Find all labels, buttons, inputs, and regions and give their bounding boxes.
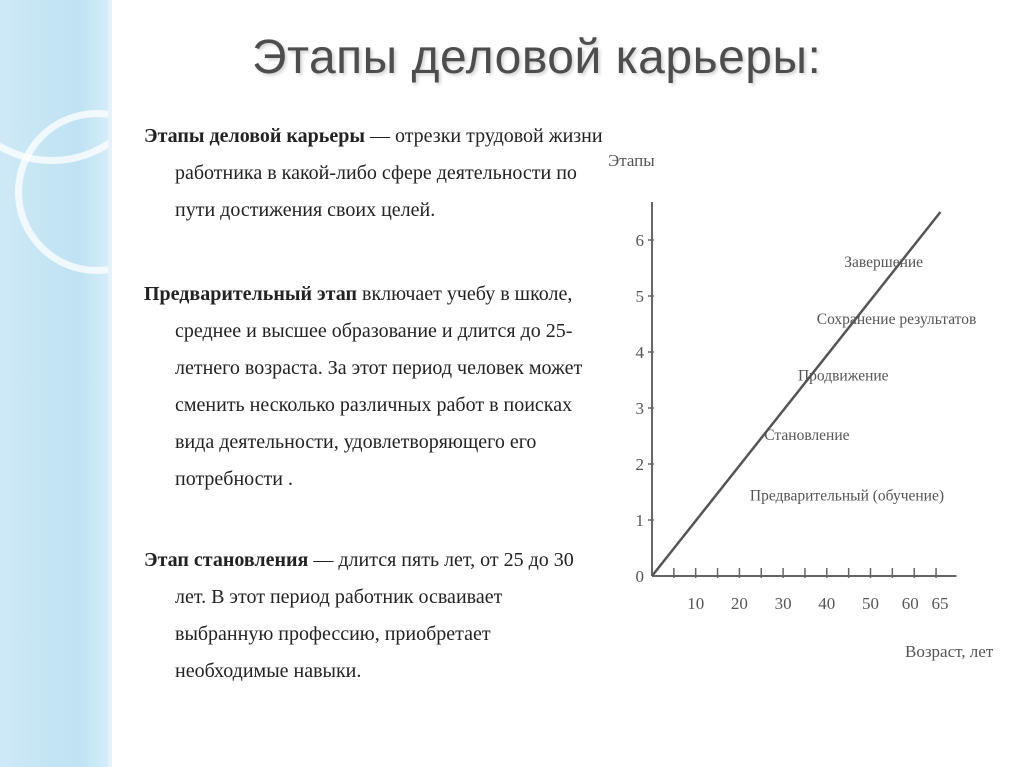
stage-label: Продвижение xyxy=(797,367,889,385)
y-tick-label: 4 xyxy=(635,343,644,362)
x-tick-label: 50 xyxy=(862,594,879,613)
x-tick-label: 20 xyxy=(730,594,748,613)
career-stages-chart xyxy=(600,130,1020,675)
stage-label: Становление xyxy=(764,426,850,444)
term-preliminary-stage: Предварительный этап xyxy=(144,283,357,305)
paragraph-formation-stage xyxy=(144,542,604,692)
stage-label: Предварительный (обучение) xyxy=(749,487,945,505)
stage-label: Сохранение результатов xyxy=(816,311,977,328)
paragraph-definition xyxy=(144,118,604,268)
y-tick-label: 0 xyxy=(635,567,644,586)
y-tick-label: 3 xyxy=(635,399,644,418)
stage-label: Завершение xyxy=(844,253,924,271)
y-tick-label: 6 xyxy=(635,231,644,250)
term-formation-stage: Этап становления xyxy=(144,549,309,571)
y-tick-label: 2 xyxy=(635,455,644,474)
term-career-stages: Этапы деловой карьеры xyxy=(144,125,365,147)
x-tick-label: 65 xyxy=(931,594,949,613)
y-tick-label: 1 xyxy=(635,511,644,530)
slide-title: Этапы деловой карьеры: xyxy=(252,31,822,84)
x-tick-label: 60 xyxy=(901,594,919,613)
y-axis-title: Этапы xyxy=(608,151,655,170)
definition-text: — отрезки трудовой жизни работника в какой-либо сфере деятельности по пути достижения своих целей. xyxy=(175,125,603,221)
band-edge xyxy=(108,0,112,767)
preliminary-stage-text: включает учебу в школе, среднее и высшее образование и длится до 25-летнего возраста. За этот период человек может сменить несколько различных работ в поисках вида деятельности, удовлетворяющего его потребности . xyxy=(175,283,583,490)
x-axis-title: Возраст, лет xyxy=(905,642,994,661)
formation-stage-text: — длится пять лет, от 25 до 30 лет. В этот период работник осваивает выбранную профессию, приобретает необходимые навыки. xyxy=(175,549,574,682)
paragraph-preliminary-stage xyxy=(144,276,604,538)
x-tick-label: 10 xyxy=(687,594,705,613)
decorative-side-band xyxy=(0,0,112,767)
x-tick-label: 30 xyxy=(774,594,792,613)
y-tick-label: 5 xyxy=(635,287,644,306)
x-tick-label: 40 xyxy=(818,594,836,613)
